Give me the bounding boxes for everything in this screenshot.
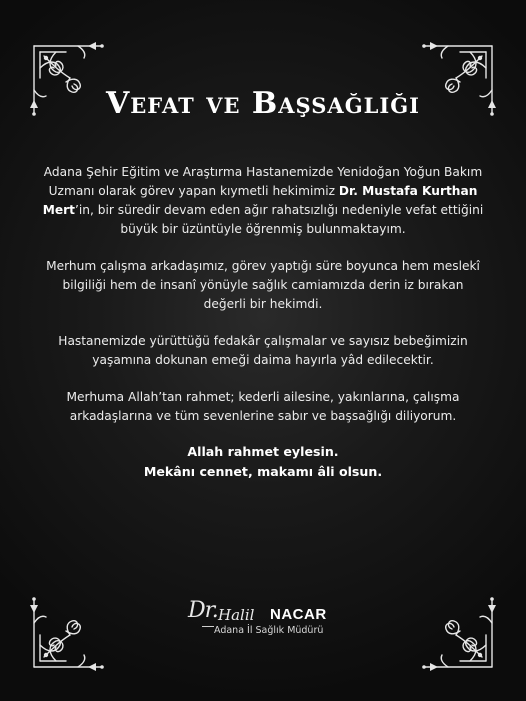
paragraph-text: Adana Şehir Eğitim ve Araştırma Hastanemizde Yenidoğan Yoğun Bakım Uzmanı olarak görev yapan kıymetli hekimimiz xyxy=(43,165,483,198)
closing-line-2: Mekânı cennet, makamı âli olsun. xyxy=(143,464,383,479)
deceased-name: Dr. Mustafa Kurthan Mert xyxy=(42,184,478,217)
paragraph-condolence: Merhuma Allah’tan rahmet; kederli ailesine, yakınlarına, çalışma arkadaşlarına ve tüm sevenlerine sabır ve başsağlığı diliyorum. xyxy=(66,390,460,423)
page-title: Vefat ve Başsağlığı xyxy=(105,86,420,121)
paragraph-text: ’in, bir süredir devam eden ağır rahatsızlığı nedeniyle vefat ettiğini büyük bir üzüntüyle öğrenmiş bulunmaktayım. xyxy=(75,203,484,236)
corner-ornament-bottom-left xyxy=(26,595,106,675)
paragraph-tribute: Merhum çalışma arkadaşımız, görev yaptığı süre boyunca hem meslekî bilgiliği hem de insanî yönüyle sağlık camiamızda derin iz bırakan değerli bir hekimdi. xyxy=(46,259,480,311)
signature-underline xyxy=(202,626,214,627)
signature-block xyxy=(188,598,348,642)
message-body xyxy=(40,163,486,482)
paragraph-remembrance: Hastanemizde yürüttüğü fedakâr çalışmalar ve sayısız bebeğimizin yaşamına dokunan emeği daima hayırla yâd edilecektir. xyxy=(58,334,468,367)
closing-line-1: Allah rahmet eylesin. xyxy=(187,444,339,459)
signature-prefix: Dr. xyxy=(188,598,218,623)
signature-role: Adana İl Sağlık Müdürü xyxy=(214,625,324,636)
signature-first-name: Halil xyxy=(218,606,255,624)
signature-last-name: NACAR xyxy=(270,606,327,623)
corner-ornament-bottom-right xyxy=(420,595,500,675)
paragraph-announcement xyxy=(40,163,486,239)
flourish-icon xyxy=(26,595,106,675)
closing-prayer xyxy=(40,442,486,482)
flourish-icon xyxy=(420,595,500,675)
